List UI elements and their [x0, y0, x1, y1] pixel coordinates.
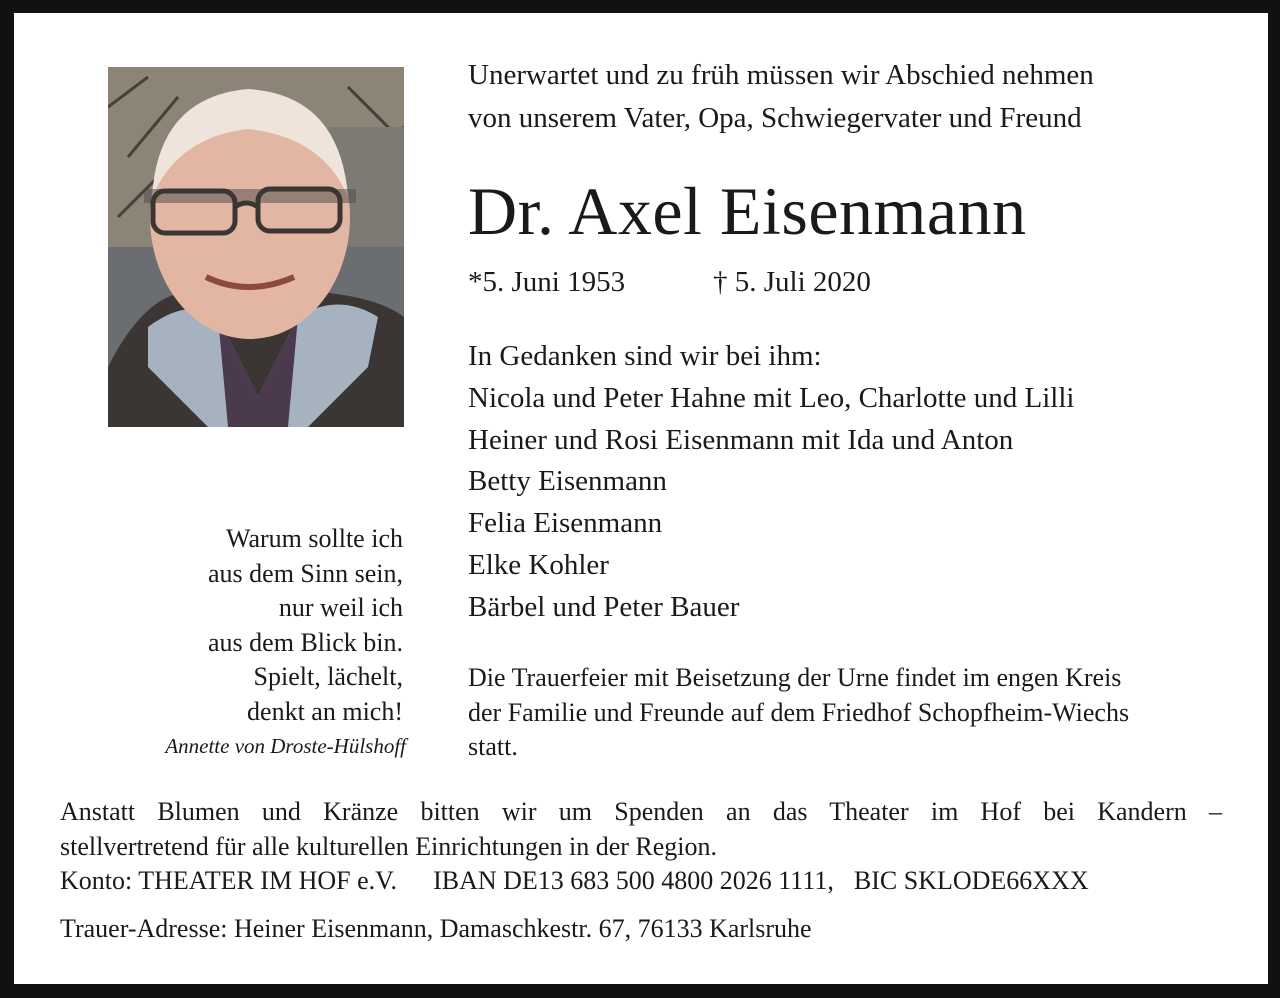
mourner-line: Nicola und Peter Hahne mit Leo, Charlotte und Lilli	[468, 381, 1075, 414]
portrait-illustration	[108, 67, 404, 427]
poem	[208, 522, 403, 730]
mourner-line: Bärbel und Peter Bauer	[468, 590, 740, 623]
account-holder: Konto: THEATER IM HOF e.V.	[60, 866, 398, 895]
mourner-line: Elke Kohler	[468, 548, 609, 581]
death-date: † 5. Juli 2020	[713, 266, 871, 298]
mourner-line: Betty Eisenmann	[468, 465, 667, 498]
poem-author: Annette von Droste-Hülshoff	[165, 734, 406, 758]
bic: BIC SKLODE66XXX	[853, 866, 1089, 895]
birth-date: *5. Juni 1953	[468, 266, 626, 298]
iban: IBAN DE13 683 500 4800 2026 1111,	[433, 866, 834, 895]
mourner-line: Felia Eisenmann	[468, 507, 663, 540]
poem-line: nur weil ich	[278, 593, 403, 623]
poem-line: denkt an mich!	[247, 696, 403, 726]
mourners-heading: In Gedanken sind wir bei ihm:	[468, 340, 822, 372]
poem-line: aus dem Blick bin.	[208, 627, 403, 657]
mourner-line: Heiner und Rosi Eisenmann mit Ida und Anton	[468, 423, 1014, 456]
donation-request	[60, 795, 1222, 864]
intro-line: Unerwartet und zu früh müssen wir Abschied nehmen	[468, 59, 1094, 91]
mourners-block	[468, 336, 1074, 629]
intro-text	[468, 54, 1248, 140]
intro-line: von unserem Vater, Opa, Schwiegervater und Freund	[468, 102, 1082, 134]
deceased-name: Dr. Axel Eisenmann	[468, 173, 1027, 249]
donation-line: Anstatt Blumen und Kränze bitten wir um Spenden an das Theater im Hof bei Kandern –	[60, 797, 1222, 826]
ceremony-notice	[468, 661, 1228, 765]
life-dates	[468, 264, 871, 300]
bank-details	[60, 864, 1089, 899]
ceremony-line: statt.	[468, 732, 518, 761]
donation-line: stellvertretend für alle kulturellen Einrichtungen in der Region.	[60, 831, 718, 861]
poem-line: aus dem Sinn sein,	[208, 558, 403, 588]
poem-line: Warum sollte ich	[226, 524, 403, 553]
poem-line: Spielt, lächelt,	[253, 662, 403, 692]
mourning-address: Trauer-Adresse: Heiner Eisenmann, Damaschkestr. 67, 76133 Karlsruhe	[60, 914, 812, 943]
portrait-photo	[108, 67, 404, 427]
ceremony-line: der Familie und Freunde auf dem Friedhof Schopfheim-Wiechs	[468, 697, 1130, 727]
ceremony-line: Die Trauerfeier mit Beisetzung der Urne findet im engen Kreis	[468, 663, 1122, 692]
